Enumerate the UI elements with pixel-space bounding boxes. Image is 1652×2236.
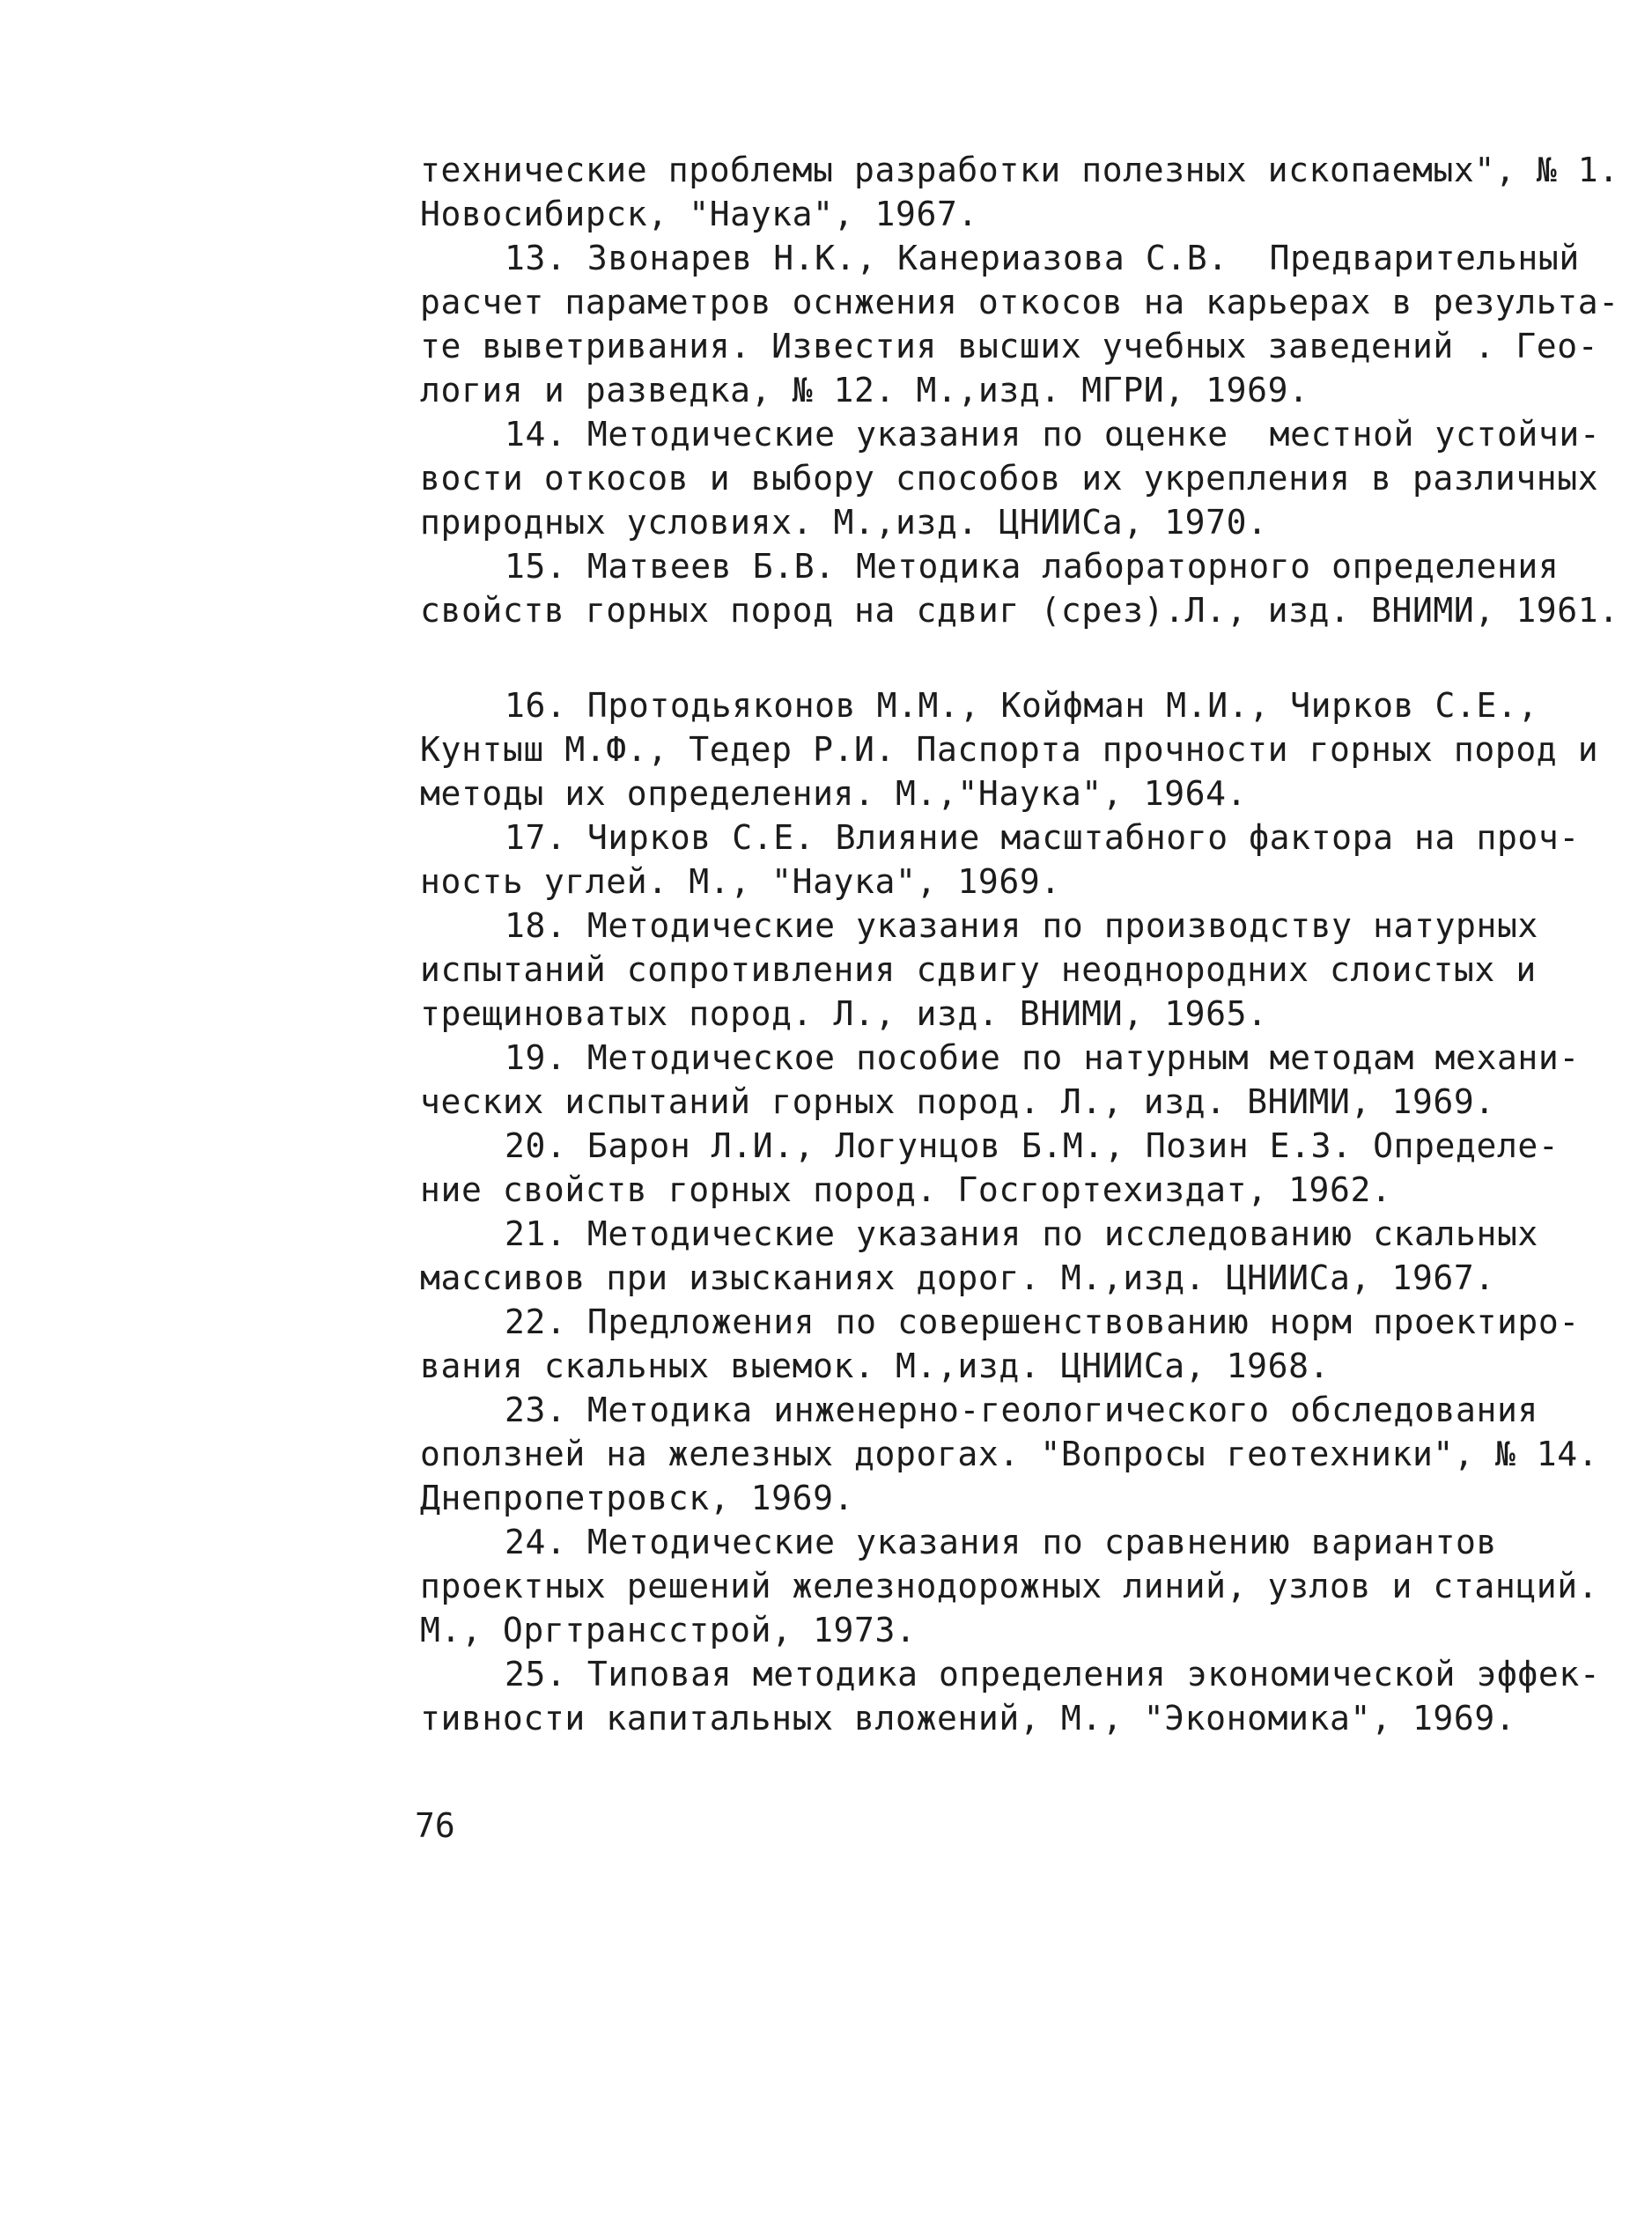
bibliography-list [420, 148, 1619, 1740]
text-line: тивности капитальных вложений, М., "Экономика", 1969. [420, 1699, 1516, 1738]
reference-13: 13. Звонарев Н.К., Канериазова С.В. Предварительный [505, 239, 1580, 277]
reference-18: 18. Методические указания по производству натурных [505, 906, 1538, 945]
page-number: 76 [415, 1806, 455, 1845]
reference-17: 17. Чирков С.Е. Влияние масштабного фактора на проч- [505, 818, 1580, 857]
blank-gap [420, 632, 1486, 683]
reference-24: 24. Методические указания по сравнению вариантов [505, 1523, 1497, 1561]
reference-16: 16. Протодьяконов М.М., Койфман М.И., Чирков С.Е., [505, 686, 1538, 725]
reference-25: 25. Типовая методика определения экономической эффек- [505, 1655, 1601, 1694]
text-line: логия и разведка, № 12. М.,изд. МГРИ, 1969. [420, 371, 1309, 410]
text-line: вания скальных выемок. М.,изд. ЦНИИСа, 1968. [420, 1347, 1331, 1385]
text-line: оползней на железных дорогах. "Вопросы геотехники", № 14. [420, 1435, 1599, 1473]
text-line: испытаний сопротивления сдвигу неоднородних слоистых и [420, 950, 1537, 989]
text-line: трещиноватых пород. Л., изд. ВНИМИ, 1965. [420, 994, 1268, 1033]
text-line: вости откосов и выбору способов их укрепления в различных [420, 459, 1599, 498]
text-line: Новосибирск, "Наука", 1967. [420, 195, 978, 233]
reference-20: 20. Барон Л.И., Логунцов Б.М., Позин Е.З. Определе- [505, 1126, 1560, 1165]
reference-22: 22. Предложения по совершенствованию норм проектиро- [505, 1302, 1580, 1341]
reference-19: 19. Методическое пособие по натурным методам механи- [505, 1038, 1580, 1077]
reference-21: 21. Методические указания по исследованию скальных [505, 1214, 1538, 1253]
text-line: методы их определения. М.,"Наука", 1964. [420, 774, 1248, 813]
text-line: технические проблемы разработки полезных ископаемых", № 1. [420, 151, 1619, 189]
text-line: те выветривания. Известия высших учебных заведений . Гео- [420, 327, 1599, 365]
text-line: ние свойств горных пород. Госгортехиздат, 1962. [420, 1170, 1392, 1209]
text-line: Кунтыш М.Ф., Тедер Р.И. Паспорта прочности горных пород и [420, 730, 1599, 769]
text-line: природных условиях. М.,изд. ЦНИИСа, 1970. [420, 503, 1268, 542]
reference-15: 15. Матвеев Б.В. Методика лабораторного определения [505, 547, 1560, 586]
text-line: ность углей. М., "Наука", 1969. [420, 862, 1061, 901]
text-line: Днепропетровск, 1969. [420, 1479, 855, 1517]
reference-14: 14. Методические указания по оценке местной устойчи- [505, 415, 1601, 454]
text-line: расчет параметров оснжения откосов на карьерах в результа- [420, 283, 1619, 321]
reference-23: 23. Методика инженерно-геологического обследования [505, 1391, 1538, 1429]
text-line: массивов при изысканиях дорог. М.,изд. ЦНИИСа, 1967. [420, 1258, 1495, 1297]
text-line: проектных решений железнодорожных линий, узлов и станций. [420, 1567, 1599, 1605]
text-line: М., Оргтрансстрой, 1973. [420, 1611, 917, 1649]
text-line: свойств горных пород на сдвиг (срез).Л., изд. ВНИМИ, 1961. [420, 591, 1619, 630]
text-line: ческих испытаний горных пород. Л., изд. ВНИМИ, 1969. [420, 1082, 1495, 1121]
